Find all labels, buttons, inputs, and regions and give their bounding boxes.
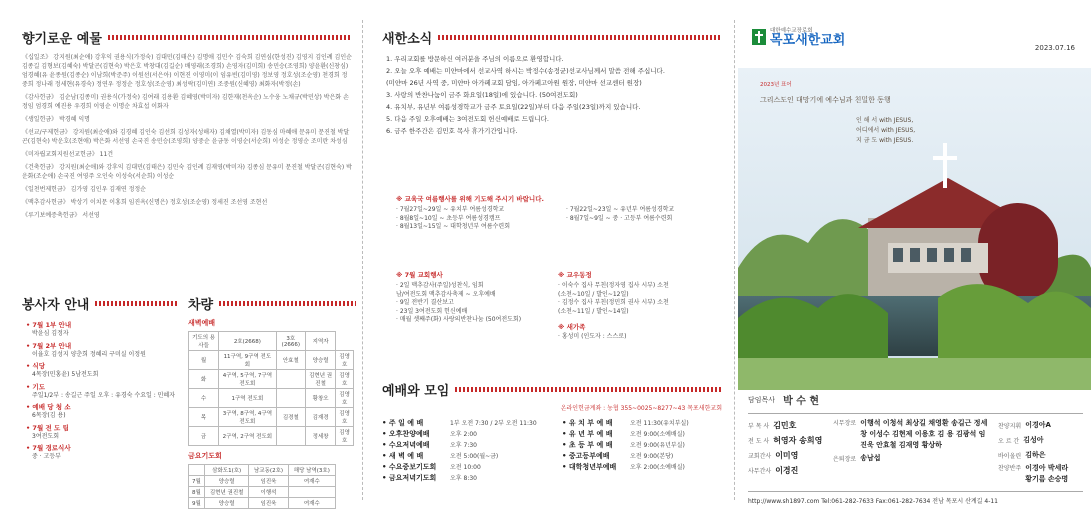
- table-cell: 3구역, 8구역, 4구역 전도회: [219, 408, 276, 427]
- column-middle: [362, 0, 730, 516]
- staff-name: 이미영: [775, 451, 799, 460]
- service-body: 이율호 김성지 양춘희 정혜리 구미실 이정원: [32, 350, 146, 358]
- staff-label: 교회간사: [748, 453, 772, 460]
- worship-row: [562, 440, 689, 451]
- worship-row: [382, 473, 562, 484]
- service-head: • 식당: [26, 362, 45, 370]
- service-section: [22, 294, 177, 462]
- table-cell: [276, 427, 305, 446]
- table-cell: 양승렬: [306, 351, 336, 370]
- staff-row-music: [998, 418, 1083, 433]
- visit-box: [558, 270, 726, 342]
- worship-row: [562, 429, 689, 440]
- staff-name: 송남섭: [860, 454, 881, 462]
- church-photo: [738, 68, 1091, 390]
- event-item: · 23일 3여전도회 헌신예배: [396, 307, 468, 315]
- church-building-illustration: [738, 68, 1091, 390]
- senior-label: 담임목사: [748, 395, 776, 404]
- prayer-right: [566, 206, 674, 232]
- table-header-cell: 2호(2668): [219, 332, 276, 351]
- news-title-text: 새한소식: [382, 32, 433, 47]
- worship-time: 오후 2:00: [450, 431, 477, 438]
- table-row: [189, 351, 354, 370]
- denomination: 대한예수교장로회: [770, 28, 813, 34]
- worship-columns: [382, 418, 722, 484]
- worship-time: 1부 오전 7:30 / 2부 오전 11:30: [450, 420, 537, 427]
- staff-label: 은퇴장로: [833, 456, 857, 463]
- table-row: [189, 427, 354, 446]
- table-cell: 8월: [189, 487, 205, 498]
- prayer-item: · 8월13일~15일 ~ 대학청년부 여름수련회: [396, 223, 511, 230]
- senior-name: 박 수 현: [783, 396, 820, 407]
- worship-time: 오후 2:00(소예배실): [630, 464, 685, 471]
- church-logo: [752, 26, 845, 47]
- staff-row-music: [998, 448, 1083, 463]
- table-cell: 화: [189, 370, 219, 389]
- table-cell: 목: [189, 408, 219, 427]
- table-cell: 임진욱: [249, 498, 288, 509]
- cross-logo-icon: [752, 29, 766, 45]
- table-cell: 이행석: [249, 487, 288, 498]
- table-cell: 1구역 전도회: [219, 389, 276, 408]
- staff-row-music: [998, 433, 1083, 448]
- staff-label: 시무장로: [833, 420, 857, 427]
- worship-row: [382, 429, 562, 440]
- table-cell: 9월: [189, 498, 205, 509]
- staff-row-minister: [748, 463, 833, 478]
- worship-time: 오전 9:00(본당): [630, 453, 674, 460]
- table-cell: 김영호: [336, 427, 354, 446]
- prayer-item: · 7월22일~23일 ~ 유년부 여름성경학교: [566, 206, 675, 213]
- worship-right: [562, 418, 689, 484]
- table-cell: 김현년 권진철: [306, 370, 336, 389]
- prayer-left: [396, 206, 566, 232]
- event-item: · 매월 셋째주(화) 사랑의반찬나눔 (50여전도회): [396, 316, 522, 323]
- worship-time: 오후 8:30: [450, 475, 477, 482]
- service-body: 주일1/2부 : 송길근 주일 오후 : 유경숙 수요일 : 민혜자: [32, 391, 176, 399]
- service-list: [22, 321, 177, 462]
- worship-time: 오전 5:00(월~금): [450, 453, 499, 460]
- service-head: • 기도: [26, 382, 45, 391]
- worship-row: [382, 440, 562, 451]
- staff-col-music: [998, 418, 1083, 485]
- friday-car-table: [188, 464, 336, 509]
- table-cell: 임진욱: [249, 476, 288, 487]
- worship-name: • 새 벽 예 배: [382, 452, 424, 460]
- service-head: • 7월 2부 안내: [26, 341, 72, 350]
- service-head: • 7월 1부 안내: [26, 321, 72, 329]
- staff-row-elder: [833, 418, 998, 451]
- news-item: 5. 다음 주일 오후예배는 3여전도회 헌신예배로 드립니다.: [386, 115, 549, 123]
- news-item: (미얀마 26년 사역 중, 미얀마 아가페교회 담임, 아가페고아원 원장, 미얀마 선교센터 원장): [386, 79, 642, 87]
- table-header-cell: [189, 465, 205, 476]
- table-cell: 여재수: [288, 476, 335, 487]
- news-item: 3. 사랑의 반찬나눔이 금주 화요일(18일)에 있습니다. (50여전도회): [386, 91, 578, 99]
- staff-section: [748, 392, 1083, 505]
- table-cell: 안효철: [276, 351, 305, 370]
- newfamily-text: · 홍성미 (인도자 : 스스로): [558, 333, 627, 340]
- table-cell: 금: [189, 427, 219, 446]
- staff-label: 찬양지휘: [998, 423, 1022, 430]
- worship-name: • 대학청년부예배: [562, 463, 617, 471]
- staff-label: 오 르 간: [998, 438, 1020, 445]
- column-left: [0, 0, 360, 516]
- slogan-line: 그리스도인 대망기에 예수님과 친밀한 동행: [760, 96, 891, 104]
- event-item: 남/여전도회 맥추감사축제 ~ 오후예배: [396, 290, 496, 298]
- prayer-item: · 8월8일~10일 ~ 초등부 여름성경캠프: [396, 214, 501, 222]
- events-list: [396, 282, 556, 325]
- contact-footer: http://www.sh1897.com Tel:061-282-7633 Fax:061-282-7634 전남 목포시 산계길 4-11: [748, 491, 1083, 505]
- worship-name: • 수요저녁예배: [382, 441, 430, 449]
- car-title-text: 차량: [188, 298, 214, 313]
- staff-label: 찬양반주: [998, 465, 1022, 472]
- staff-col-elders: [833, 418, 998, 485]
- table-cell: 월: [189, 351, 219, 370]
- staff-name: 이경아A: [1025, 421, 1051, 429]
- offering-list: [22, 53, 352, 220]
- table-row: [189, 389, 354, 408]
- table-cell: 황창오: [306, 389, 336, 408]
- table-cell: 7월: [189, 476, 205, 487]
- table-cell: [276, 370, 305, 389]
- prayer-item: · 8월7일~9일 ~ 중 · 고등부 여름수련회: [566, 214, 673, 222]
- table-cell: 김영호: [336, 408, 354, 427]
- worship-title: [382, 380, 722, 399]
- car-title: [188, 294, 356, 313]
- worship-name: • 수요중보기도회: [382, 463, 437, 471]
- dawn-subtitle: 새벽예배: [188, 319, 216, 327]
- service-body: 3여전도회: [32, 432, 60, 440]
- news-title: [382, 28, 722, 47]
- table-header-cell: 3호(2666): [276, 332, 305, 351]
- table-cell: [288, 487, 335, 498]
- worship-row: [382, 462, 562, 473]
- staff-label: 전 도 사: [748, 438, 770, 445]
- worship-time: 오후 7:30: [450, 442, 477, 449]
- title-stripe: [108, 35, 352, 40]
- dawn-car-table: [188, 331, 354, 446]
- table-cell: 김재경: [306, 408, 336, 427]
- worship-name: • 금요저녁기도회: [382, 474, 437, 482]
- worship-left: [382, 418, 562, 484]
- visit-item: (소천~11일 / 발인~14일): [558, 307, 629, 315]
- service-head: • 예배 당 청 소: [26, 403, 71, 411]
- offering-paragraph: 《선교/구제헌금》 강지원(최순애)와 김경혜 김인숙 김선희 김성자(성해자) 김채열(박미자) 김동심 마혜애 문유미 문진철 박달곤(김현숙) 박운호(조현애) 박은화 서선영 손국진 송민승(조영희) 양중순 윤금동 이영순(서순희) 이성순 정영순 조미란 차성심: [22, 129, 350, 145]
- table-header-cell: 해당 남역(3호): [288, 465, 335, 476]
- table-row: [189, 498, 336, 509]
- senior-pastor: [748, 392, 1083, 407]
- staff-name: 이행석 이청석 최상길 채영환 송길근 정세창 이성수 김현제 이용호 김 용 김광석 임진욱 안효철 김재영 황상하: [860, 419, 988, 449]
- worship-name: • 유 치 부 예 배: [562, 419, 613, 427]
- staff-label: 사무간사: [748, 468, 772, 475]
- table-cell: 정세창: [306, 427, 336, 446]
- table-cell: 김영호: [336, 370, 354, 389]
- worship-row: [562, 462, 689, 473]
- worship-name: • 오후찬양예배: [382, 430, 430, 438]
- car-section: [188, 294, 356, 509]
- news-item: 2. 오늘 오후 예배는 미얀마에서 선교사역 하시는 박정수(송정균)선교사님께서 말씀 전해 주십니다.: [386, 67, 665, 75]
- worship-title-text: 예배와 모임: [382, 384, 450, 399]
- service-body: 중 · 고등부: [32, 453, 61, 460]
- event-item: · 9일 전반기 결산보고: [396, 299, 454, 306]
- staff-row-minister: [748, 418, 833, 433]
- worship-section: [382, 380, 722, 484]
- table-cell: 수: [189, 389, 219, 408]
- staff-row-minister: [748, 433, 833, 448]
- news-item: 6. 금주 한주간은 김민호 목사 휴가기간입니다.: [386, 127, 518, 135]
- offering-section: [22, 28, 352, 224]
- table-header-row: [189, 332, 354, 351]
- table-header-cell: 삼화도1(호): [204, 465, 249, 476]
- staff-label: 바이올린: [998, 453, 1022, 460]
- table-row: [189, 476, 336, 487]
- slogan-line: 어디에서 with JESUS,: [856, 127, 916, 134]
- worship-time: 오전 10:00: [450, 464, 481, 471]
- staff-col-ministers: [748, 418, 833, 485]
- table-cell: 2구역, 2구역 전도회: [219, 427, 276, 446]
- staff-row-minister: [748, 448, 833, 463]
- worship-name: • 중고등부예배: [562, 452, 610, 460]
- title-stripe: [438, 35, 722, 40]
- table-row: [189, 487, 336, 498]
- offering-paragraph: 《일천번제헌금》 김가영 김인우 김재연 정정순: [22, 186, 146, 193]
- service-body: 6목장(김 용): [32, 412, 66, 419]
- offering-paragraph: 《건축헌금》 강지원(최순애)와 강후익 김대민(김태은) 김민숙 김인례 김재영(박미자) 김종심 문유미 문진철 박달곤(김현숙) 박운화(조순애) 손국진 여영주 오인숙 이성숙(서순희) 이성순: [22, 164, 352, 180]
- table-cell: 여재수: [288, 498, 335, 509]
- table-header-cell: 남교동(2호): [249, 465, 288, 476]
- worship-row: [562, 451, 689, 462]
- table-cell: 양승렬: [204, 476, 249, 487]
- events-head: ※ 7월 교회행사: [396, 271, 443, 279]
- service-head: • 7월 전 도 팀: [26, 423, 69, 432]
- table-header-cell: 기도의 용사들: [189, 332, 219, 351]
- news-item: 4. 유치부, 유년부 여름성경학교가 금주 토요일(22일)부터 다음 주일(23일)까지 있습니다.: [386, 103, 641, 111]
- title-stripe: [95, 301, 177, 306]
- prayer-columns: [396, 206, 726, 232]
- service-title-text: 봉사자 안내: [22, 298, 90, 313]
- table-cell: 양승렬: [204, 498, 249, 509]
- title-stripe: [455, 387, 722, 392]
- offering-title: [22, 28, 352, 47]
- offering-paragraph: 《생일헌금》 박경혜 익명: [22, 116, 90, 123]
- offering-paragraph: 《십일조》 강지원(최순애) 강후익 권용식(가정숙) 김대민(김태은) 김명애 김민수 김숙희 김연심(한성진) 김영지 김인례 김인순 김종길 김형보(김혜숙) 박달곤(김현숙) 박은호 박창대(김길순) 배영래(조경희) 손영자(김미희) 송민승(조영희) 양윤환(신창심) 엄경혜(유 윤종원(김종순) 이남희(박준주) 이원선(서은아) 이현진 이영미(이 임유빈(김미영) 정보영 정호성(조순영) 천경희 정중희 정나래 정세현(유경숙) 정연우 정정순 정호성(조순영) 최성락(김미연) 조중원(신혜영) 최화자(박정(손): [22, 54, 352, 88]
- visit-item: · 이숙수 집사 무친(정자영 집사 시부) 소천: [558, 282, 669, 289]
- visit-head: ※ 교우동정: [558, 271, 592, 279]
- offering-paragraph: 《미자립교회지원선교헌금》 11건: [22, 151, 114, 158]
- news-item: 1. 우리교회를 방문하신 여러분을 주님의 이름으로 환영합니다.: [386, 55, 564, 63]
- table-header-cell: 지역자: [306, 332, 336, 351]
- slogan-line: 인 해 서 with JESUS,: [856, 117, 914, 124]
- offering-title-text: 향기로운 예물: [22, 32, 102, 47]
- visit-item: · 김정수 집사 부친(정민희 권사 시부) 소천: [558, 299, 669, 306]
- staff-name: 김민호: [773, 421, 797, 430]
- staff-name: 김성아: [1023, 436, 1044, 444]
- visit-item: (소천~10일 / 발인~12일): [558, 290, 629, 298]
- table-header-row: [189, 465, 336, 476]
- visit-list: [558, 282, 726, 316]
- staff-table: [748, 413, 1083, 485]
- table-cell: [276, 389, 305, 408]
- worship-time: 오전 11:30(유치부실): [630, 420, 689, 427]
- staff-row-music: [998, 463, 1083, 485]
- friday-subtitle: 금요기도회: [188, 452, 222, 460]
- table-cell: 김영호: [336, 389, 354, 408]
- offering-paragraph: 《감사헌금》 김순남(김종미) 권용식(가정숙) 김여래 김용환 김혜영(박미자) 김한재(천옥순) 노수웅 노채규(박민상) 박은화 손정임 엄경희 예진용 우경희 이영순 이명순 차효섭 이화자: [22, 94, 349, 110]
- service-head: • 7월 경로식사: [26, 444, 71, 452]
- staff-name: 허영자 송희영: [773, 436, 823, 445]
- worship-row: [562, 418, 689, 429]
- prayer-head: ※ 교육국 여름행사를 위해 기도해 주시기 바랍니다.: [396, 195, 544, 203]
- account-info: 온라인헌금계좌 : 농협 355~0025~8277~43 목포새한교회: [560, 405, 722, 412]
- offering-paragraph: 《루기보예증축헌금》 서선영: [22, 212, 100, 219]
- worship-row: [382, 451, 562, 462]
- news-list: [382, 53, 722, 137]
- table-cell: 김경철: [276, 408, 305, 427]
- service-body: 박윤심 김정자: [32, 330, 69, 337]
- worship-time: 오전 9:00(소예배실): [630, 431, 685, 438]
- worship-name: • 초 등 부 예 배: [562, 441, 613, 449]
- worship-name: • 주 일 예 배: [382, 419, 424, 427]
- staff-name: 이경아 박세라 황기름 손승명: [1025, 464, 1069, 483]
- staff-grid: [748, 418, 1083, 485]
- service-title: [22, 294, 177, 313]
- table-cell: 김영호: [336, 351, 354, 370]
- worship-time: 오전 9:00(유년부실): [630, 442, 685, 449]
- bulletin-date: 2023.07.16: [1034, 44, 1075, 52]
- prayer-box: [396, 194, 726, 232]
- newfamily-head: ※ 새가족: [558, 323, 586, 331]
- events-box: [396, 270, 556, 325]
- table-cell: 김현년 권진철: [204, 487, 249, 498]
- staff-name: 김하은: [1025, 451, 1046, 459]
- table-cell: 11구역, 9구역 전도회: [219, 351, 276, 370]
- news-section: [382, 28, 722, 137]
- table-row: [189, 370, 354, 389]
- staff-name: 이경진: [775, 466, 799, 475]
- slogan-line: 지 금 도 with JESUS.: [856, 137, 914, 144]
- worship-row: [382, 418, 562, 429]
- title-stripe: [219, 301, 356, 306]
- staff-label: 부 목 사: [748, 423, 770, 430]
- event-item: · 2일 맥추감사(주일)성찬식, 임회: [396, 282, 484, 289]
- prayer-item: · 7월27일~29일 ~ 유치부 여름성경학교: [396, 206, 505, 213]
- table-row: [189, 408, 354, 427]
- table-cell: 4구역, 5구역, 7구역 전도회: [219, 370, 276, 389]
- fold-line: [734, 20, 735, 500]
- service-body: 4목장(민홍윤) 5남전도회: [32, 371, 99, 378]
- staff-row-elder: [833, 451, 998, 466]
- slogan-year: 2023년 표어: [760, 82, 792, 88]
- offering-paragraph: 《맥추감사헌금》 박상기 이치문 이홍희 임진옥(신명은) 정호성(조순영) 정세진 조선영 조현선: [22, 199, 268, 206]
- church-name: 목포새한교회: [770, 33, 846, 48]
- worship-name: • 유 년 부 예 배: [562, 430, 613, 438]
